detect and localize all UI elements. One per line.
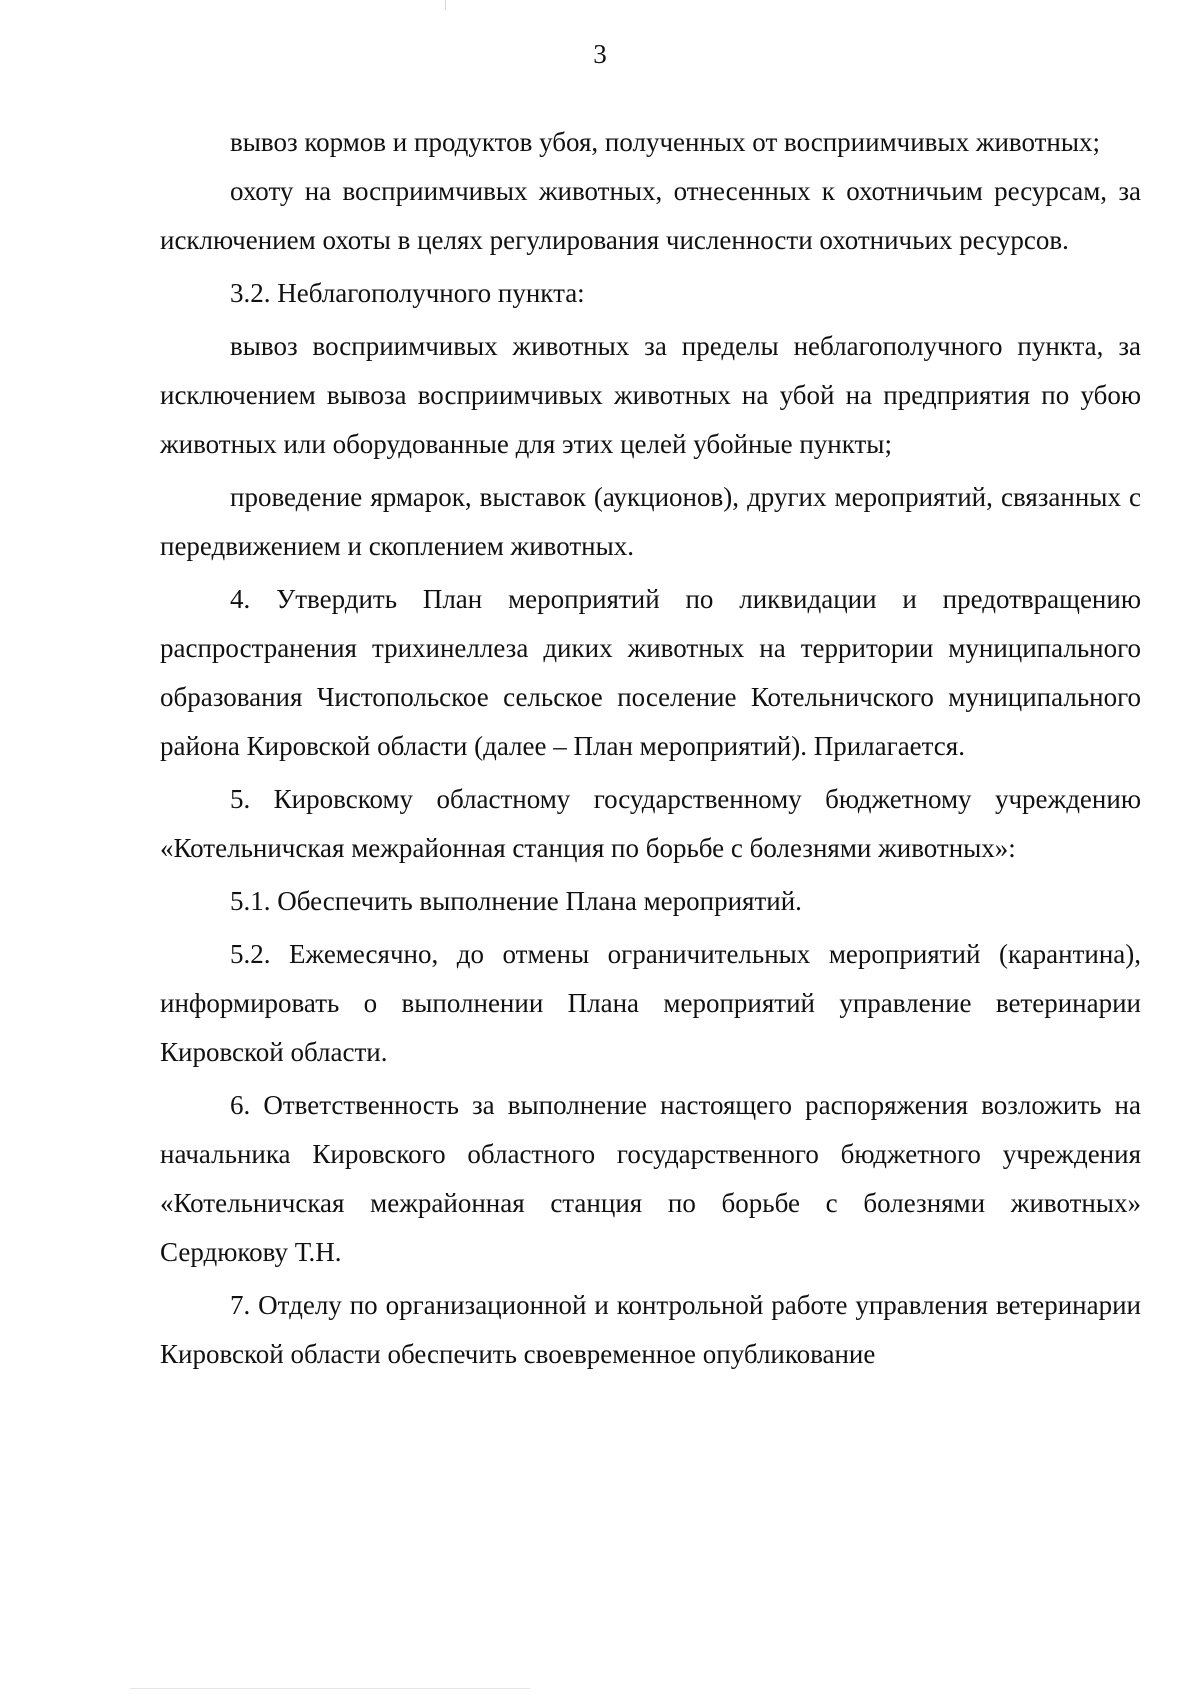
paragraph-item-5-1: 5.1. Обеспечить выполнение Плана мероприятий.	[230, 886, 802, 916]
page-number: 3	[593, 39, 607, 69]
paragraph-item-5: 5. Кировскому областному государственному бюджетному учреждению «Котельничская межрайонная станция по борьбе с болезнями животных»:	[160, 784, 1141, 863]
paragraph-item-4: 4. Утвердить План мероприятий по ликвидации и предотвращению распространения трихинеллеза диких животных на территории муниципального образования Чистопольское сельское поселение Котельничского муниципального района Кировской области (далее – План мероприятий). Прилагается.	[160, 584, 1141, 761]
paragraph-item-7: 7. Отделу по организационной и контрольной работе управления ветеринарии Кировской области обеспечить своевременное опубликование	[160, 1290, 1141, 1369]
scan-bottom-mark	[130, 1688, 530, 1689]
scan-edge-mark	[445, 0, 446, 10]
paragraph-fairs: проведение ярмарок, выставок (аукционов), других мероприятий, связанных с передвижением и скоплением животных.	[160, 482, 1141, 561]
paragraph-item-6: 6. Ответственность за выполнение настоящего распоряжения возложить на начальника Кировского областного государственного бюджетного учреждения «Котельничская межрайонная станция по борьбе с болезнями животных» Сердюкову Т.Н.	[160, 1090, 1141, 1267]
document-body	[160, 118, 1141, 1379]
paragraph-section-3-2: 3.2. Неблагополучного пункта:	[230, 278, 585, 308]
paragraph-hunting-ban: охоту на восприимчивых животных, отнесенных к охотничьим ресурсам, за исключением охоты в целях регулирования численности охотничьих ресурсов.	[160, 176, 1141, 255]
paragraph-animal-export: вывоз восприимчивых животных за пределы неблагополучного пункта, за исключением вывоза восприимчивых животных на убой на предприятия по убою животных или оборудованные для этих целей убойные пункты;	[160, 331, 1141, 459]
paragraph-item-5-2: 5.2. Ежемесячно, до отмены ограничительных мероприятий (карантина), информировать о выполнении Плана мероприятий управление ветеринарии Кировской области.	[160, 939, 1141, 1067]
paragraph-feed-export: вывоз кормов и продуктов убоя, полученных от восприимчивых животных;	[230, 127, 1101, 157]
